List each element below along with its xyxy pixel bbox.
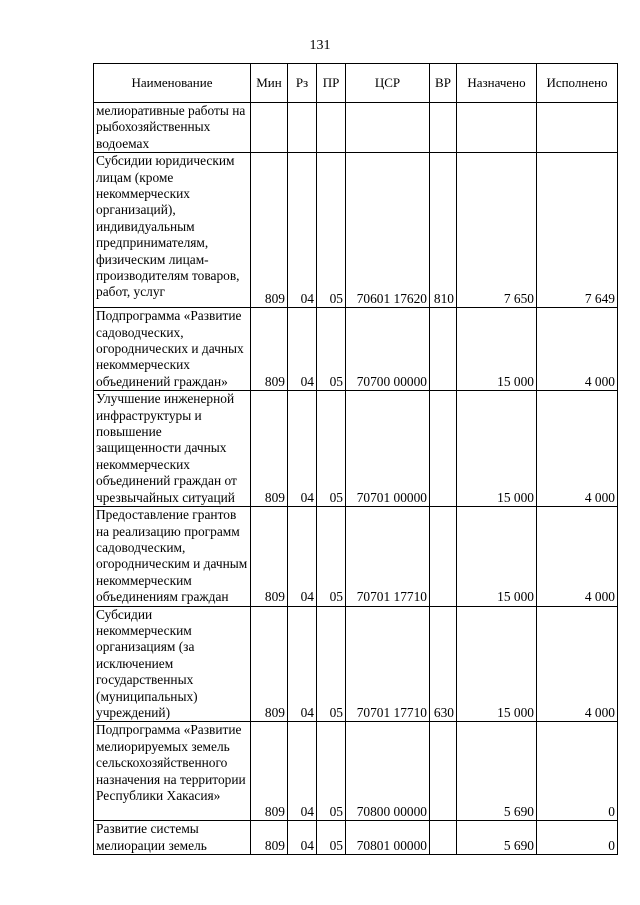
row-executed: 7 649 bbox=[537, 153, 618, 308]
row-assigned: 15 000 bbox=[457, 308, 537, 391]
table-row bbox=[94, 722, 618, 821]
row-min: 809 bbox=[251, 153, 288, 308]
row-min: 809 bbox=[251, 391, 288, 507]
row-name: Подпрограмма «Развитие мелиорируемых земель сельскохозяйственного назначения на территории Республики Хакасия» bbox=[94, 722, 251, 821]
row-name: Улучшение инженерной инфраструктуры и повышение защищенности дачных некоммерческих объединений граждан от чрезвычайных ситуаций bbox=[94, 391, 251, 507]
table-row bbox=[94, 103, 618, 153]
col-header-csr: ЦСР bbox=[346, 64, 430, 103]
row-rz: 04 bbox=[288, 153, 317, 308]
row-rz: 04 bbox=[288, 308, 317, 391]
table-row bbox=[94, 606, 618, 722]
row-name: мелиоративные работы на рыбохозяйственных водоемах bbox=[94, 103, 251, 153]
row-min: 809 bbox=[251, 507, 288, 606]
row-pr: 05 bbox=[317, 308, 346, 391]
row-pr: 05 bbox=[317, 606, 346, 722]
row-executed: 4 000 bbox=[537, 391, 618, 507]
row-csr: 70700 00000 bbox=[346, 308, 430, 391]
col-header-assigned: Назначено bbox=[457, 64, 537, 103]
row-vr bbox=[430, 103, 457, 153]
row-rz: 04 bbox=[288, 391, 317, 507]
budget-table bbox=[93, 63, 618, 855]
row-pr: 05 bbox=[317, 153, 346, 308]
table-row bbox=[94, 507, 618, 606]
row-name: Субсидии некоммерческим организациям (за исключением государственных (муниципальных) учреждений) bbox=[94, 606, 251, 722]
row-min: 809 bbox=[251, 821, 288, 855]
row-assigned: 5 690 bbox=[457, 722, 537, 821]
row-csr: 70701 17710 bbox=[346, 606, 430, 722]
row-min: 809 bbox=[251, 308, 288, 391]
row-assigned bbox=[457, 103, 537, 153]
col-header-min: Мин bbox=[251, 64, 288, 103]
table-header-row bbox=[94, 64, 618, 103]
row-executed: 4 000 bbox=[537, 507, 618, 606]
row-min: 809 bbox=[251, 606, 288, 722]
row-assigned: 15 000 bbox=[457, 507, 537, 606]
row-vr: 810 bbox=[430, 153, 457, 308]
row-name: Предоставление грантов на реализацию программ садоводческим, огородническим и дачным некоммерческим объединениям граждан bbox=[94, 507, 251, 606]
table-row bbox=[94, 153, 618, 308]
row-rz: 04 bbox=[288, 606, 317, 722]
row-executed bbox=[537, 103, 618, 153]
row-vr bbox=[430, 391, 457, 507]
row-executed: 0 bbox=[537, 821, 618, 855]
row-name: Подпрограмма «Развитие садоводческих, огороднических и дачных некоммерческих объединений граждан» bbox=[94, 308, 251, 391]
col-header-pr: ПР bbox=[317, 64, 346, 103]
row-min: 809 bbox=[251, 722, 288, 821]
col-header-executed: Исполнено bbox=[537, 64, 618, 103]
table-row bbox=[94, 821, 618, 855]
row-pr: 05 bbox=[317, 722, 346, 821]
row-vr bbox=[430, 722, 457, 821]
row-csr: 70601 17620 bbox=[346, 153, 430, 308]
row-pr: 05 bbox=[317, 821, 346, 855]
row-vr: 630 bbox=[430, 606, 457, 722]
row-pr bbox=[317, 103, 346, 153]
row-csr: 70701 00000 bbox=[346, 391, 430, 507]
row-executed: 4 000 bbox=[537, 606, 618, 722]
row-vr bbox=[430, 507, 457, 606]
col-header-name: Наименование bbox=[94, 64, 251, 103]
row-csr: 70800 00000 bbox=[346, 722, 430, 821]
row-executed: 0 bbox=[537, 722, 618, 821]
row-executed: 4 000 bbox=[537, 308, 618, 391]
row-csr: 70801 00000 bbox=[346, 821, 430, 855]
table-row bbox=[94, 391, 618, 507]
row-pr: 05 bbox=[317, 391, 346, 507]
row-vr bbox=[430, 821, 457, 855]
row-csr bbox=[346, 103, 430, 153]
row-rz: 04 bbox=[288, 722, 317, 821]
page-number: 131 bbox=[309, 38, 331, 53]
row-csr: 70701 17710 bbox=[346, 507, 430, 606]
row-assigned: 15 000 bbox=[457, 606, 537, 722]
table-row bbox=[94, 308, 618, 391]
row-name: Развитие системы мелиорации земель bbox=[94, 821, 251, 855]
row-name: Субсидии юридическим лицам (кроме некоммерческих организаций), индивидуальным предпринимателям, физическим лицам-производителям товаров, работ, услуг bbox=[94, 153, 251, 308]
row-vr bbox=[430, 308, 457, 391]
row-assigned: 5 690 bbox=[457, 821, 537, 855]
row-assigned: 7 650 bbox=[457, 153, 537, 308]
row-assigned: 15 000 bbox=[457, 391, 537, 507]
col-header-vr: ВР bbox=[430, 64, 457, 103]
row-min bbox=[251, 103, 288, 153]
col-header-rz: Рз bbox=[288, 64, 317, 103]
row-rz bbox=[288, 103, 317, 153]
row-pr: 05 bbox=[317, 507, 346, 606]
row-rz: 04 bbox=[288, 821, 317, 855]
row-rz: 04 bbox=[288, 507, 317, 606]
